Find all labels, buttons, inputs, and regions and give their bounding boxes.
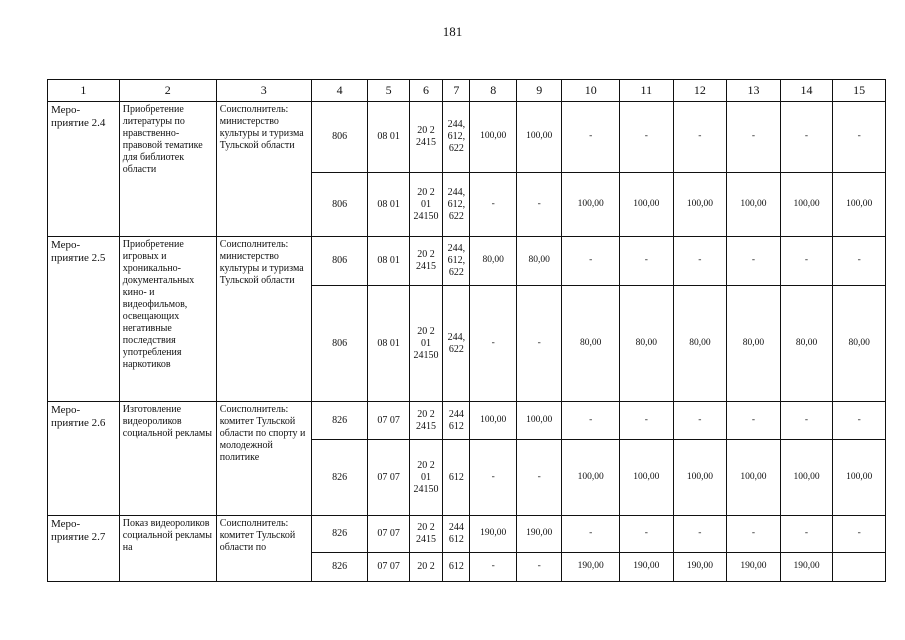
table-cell: 20 2 [409, 553, 442, 582]
table-cell: - [727, 516, 781, 553]
header-row [48, 80, 886, 102]
table-cell: 100,00 [673, 173, 727, 237]
table-cell: 100,00 [727, 173, 781, 237]
table-cell: 806 [311, 173, 368, 237]
table-cell: - [620, 237, 674, 286]
table-cell: - [833, 402, 886, 440]
table-cell: 100,00 [470, 402, 516, 440]
table-cell: 07 07 [368, 440, 409, 516]
table-cell: 806 [311, 286, 368, 402]
table-cell: 826 [311, 440, 368, 516]
table-cell: 612 [443, 553, 470, 582]
table-row [48, 237, 886, 286]
table-row [48, 402, 886, 440]
col-header: 1 [48, 80, 120, 102]
table-cell: - [833, 237, 886, 286]
event-id: Меро-приятие 2.5 [48, 237, 120, 402]
col-header: 11 [620, 80, 674, 102]
table-cell: 100,00 [727, 440, 781, 516]
table-cell: - [673, 516, 727, 553]
col-header: 12 [673, 80, 727, 102]
table-cell: 20 2 2415 [409, 516, 442, 553]
event-name: Приобретение литературы по нравственно-правовой тематике для библиотек области [119, 102, 216, 237]
event-id: Меро-приятие 2.7 [48, 516, 120, 582]
col-header: 4 [311, 80, 368, 102]
table-cell: 190,00 [673, 553, 727, 582]
col-header: 8 [470, 80, 516, 102]
table-cell: 07 07 [368, 553, 409, 582]
executor: Соисполнитель: комитет Тульской области по [216, 516, 311, 582]
table-cell: - [620, 402, 674, 440]
table-cell: 190,00 [780, 553, 833, 582]
table-cell: 100,00 [620, 173, 674, 237]
col-header: 15 [833, 80, 886, 102]
table-cell: 80,00 [470, 237, 516, 286]
table-cell: 08 01 [368, 286, 409, 402]
table-cell: - [727, 402, 781, 440]
table-cell: 100,00 [562, 173, 620, 237]
executor: Соисполнитель: комитет Тульской области по спорту и молодежной политике [216, 402, 311, 516]
table-cell: 826 [311, 402, 368, 440]
table-cell: - [562, 516, 620, 553]
event-name: Приобретение игровых и хроникально-документальных кино- и видеофильмов, освещающих негативные последствия употребления наркотиков [119, 237, 216, 402]
table-cell: - [516, 173, 561, 237]
table-cell: 100,00 [673, 440, 727, 516]
event-name: Показ видеороликов социальной рекламы на [119, 516, 216, 582]
table-cell: 20 2 2415 [409, 102, 442, 173]
col-header: 3 [216, 80, 311, 102]
col-header: 10 [562, 80, 620, 102]
table-cell: 826 [311, 553, 368, 582]
table-cell: - [780, 237, 833, 286]
table-cell: 20 2 2415 [409, 402, 442, 440]
table-cell: 100,00 [833, 440, 886, 516]
page-number: 181 [442, 24, 463, 39]
col-header: 2 [119, 80, 216, 102]
table-cell: - [780, 516, 833, 553]
table-cell: 244, 612, 622 [443, 237, 470, 286]
table-cell: - [516, 553, 561, 582]
table-cell: 80,00 [620, 286, 674, 402]
table-cell: - [562, 102, 620, 173]
table-cell: - [673, 237, 727, 286]
table-cell: 244, 612, 622 [443, 173, 470, 237]
table-cell: 08 01 [368, 173, 409, 237]
col-header: 5 [368, 80, 409, 102]
table-cell: - [673, 402, 727, 440]
budget-table [47, 79, 886, 582]
event-id: Меро-приятие 2.6 [48, 402, 120, 516]
table-row [48, 516, 886, 553]
table-cell: - [620, 516, 674, 553]
event-name: Изготовление видеороликов социальной рекламы [119, 402, 216, 516]
table-cell: 244 612 [443, 402, 470, 440]
table-cell: - [780, 102, 833, 173]
table-cell: 190,00 [562, 553, 620, 582]
executor: Соисполнитель: министерство культуры и туризма Тульской области [216, 237, 311, 402]
table-cell: 100,00 [620, 440, 674, 516]
table-cell: - [516, 440, 561, 516]
table-cell: - [727, 237, 781, 286]
table-cell: 826 [311, 516, 368, 553]
table-cell: - [470, 173, 516, 237]
executor: Соисполнитель: министерство культуры и туризма Тульской области [216, 102, 311, 237]
table-cell: 20 2 01 24150 [409, 440, 442, 516]
table-cell: 07 07 [368, 516, 409, 553]
table-cell: 80,00 [833, 286, 886, 402]
table-cell: 612 [443, 440, 470, 516]
table-cell: 244, 612, 622 [443, 102, 470, 173]
table-cell: 08 01 [368, 237, 409, 286]
table-cell: 80,00 [727, 286, 781, 402]
table-cell [833, 553, 886, 582]
table-cell: 80,00 [516, 237, 561, 286]
table-cell: 190,00 [620, 553, 674, 582]
table-cell: - [780, 402, 833, 440]
table-cell: 20 2 2415 [409, 237, 442, 286]
table-cell: 806 [311, 102, 368, 173]
table-cell: 08 01 [368, 102, 409, 173]
table-cell: 190,00 [470, 516, 516, 553]
col-header: 13 [727, 80, 781, 102]
table-cell: 244 612 [443, 516, 470, 553]
table-cell: 80,00 [562, 286, 620, 402]
table-cell: - [833, 102, 886, 173]
col-header: 6 [409, 80, 442, 102]
table-cell: - [516, 286, 561, 402]
table-cell: 100,00 [780, 440, 833, 516]
table-cell: 20 2 01 24150 [409, 286, 442, 402]
table-cell: - [727, 102, 781, 173]
table-cell: - [620, 102, 674, 173]
table-cell: 244, 622 [443, 286, 470, 402]
table-cell: 190,00 [727, 553, 781, 582]
table-cell: - [470, 440, 516, 516]
table-cell: 190,00 [516, 516, 561, 553]
table-cell: 80,00 [673, 286, 727, 402]
table-cell: 100,00 [516, 102, 561, 173]
col-header: 9 [516, 80, 561, 102]
table-cell: 806 [311, 237, 368, 286]
table-row [48, 102, 886, 173]
table-cell: 100,00 [833, 173, 886, 237]
col-header: 14 [780, 80, 833, 102]
table-cell: - [470, 553, 516, 582]
table-cell: - [470, 286, 516, 402]
table-cell: 80,00 [780, 286, 833, 402]
table-cell: 20 2 01 24150 [409, 173, 442, 237]
col-header: 7 [443, 80, 470, 102]
table-cell: 100,00 [516, 402, 561, 440]
table-cell: - [673, 102, 727, 173]
table-cell: 100,00 [470, 102, 516, 173]
table-cell: 100,00 [562, 440, 620, 516]
table-cell: - [562, 402, 620, 440]
event-id: Меро-приятие 2.4 [48, 102, 120, 237]
table-cell: - [562, 237, 620, 286]
table-cell: 100,00 [780, 173, 833, 237]
table-cell: - [833, 516, 886, 553]
table-cell: 07 07 [368, 402, 409, 440]
